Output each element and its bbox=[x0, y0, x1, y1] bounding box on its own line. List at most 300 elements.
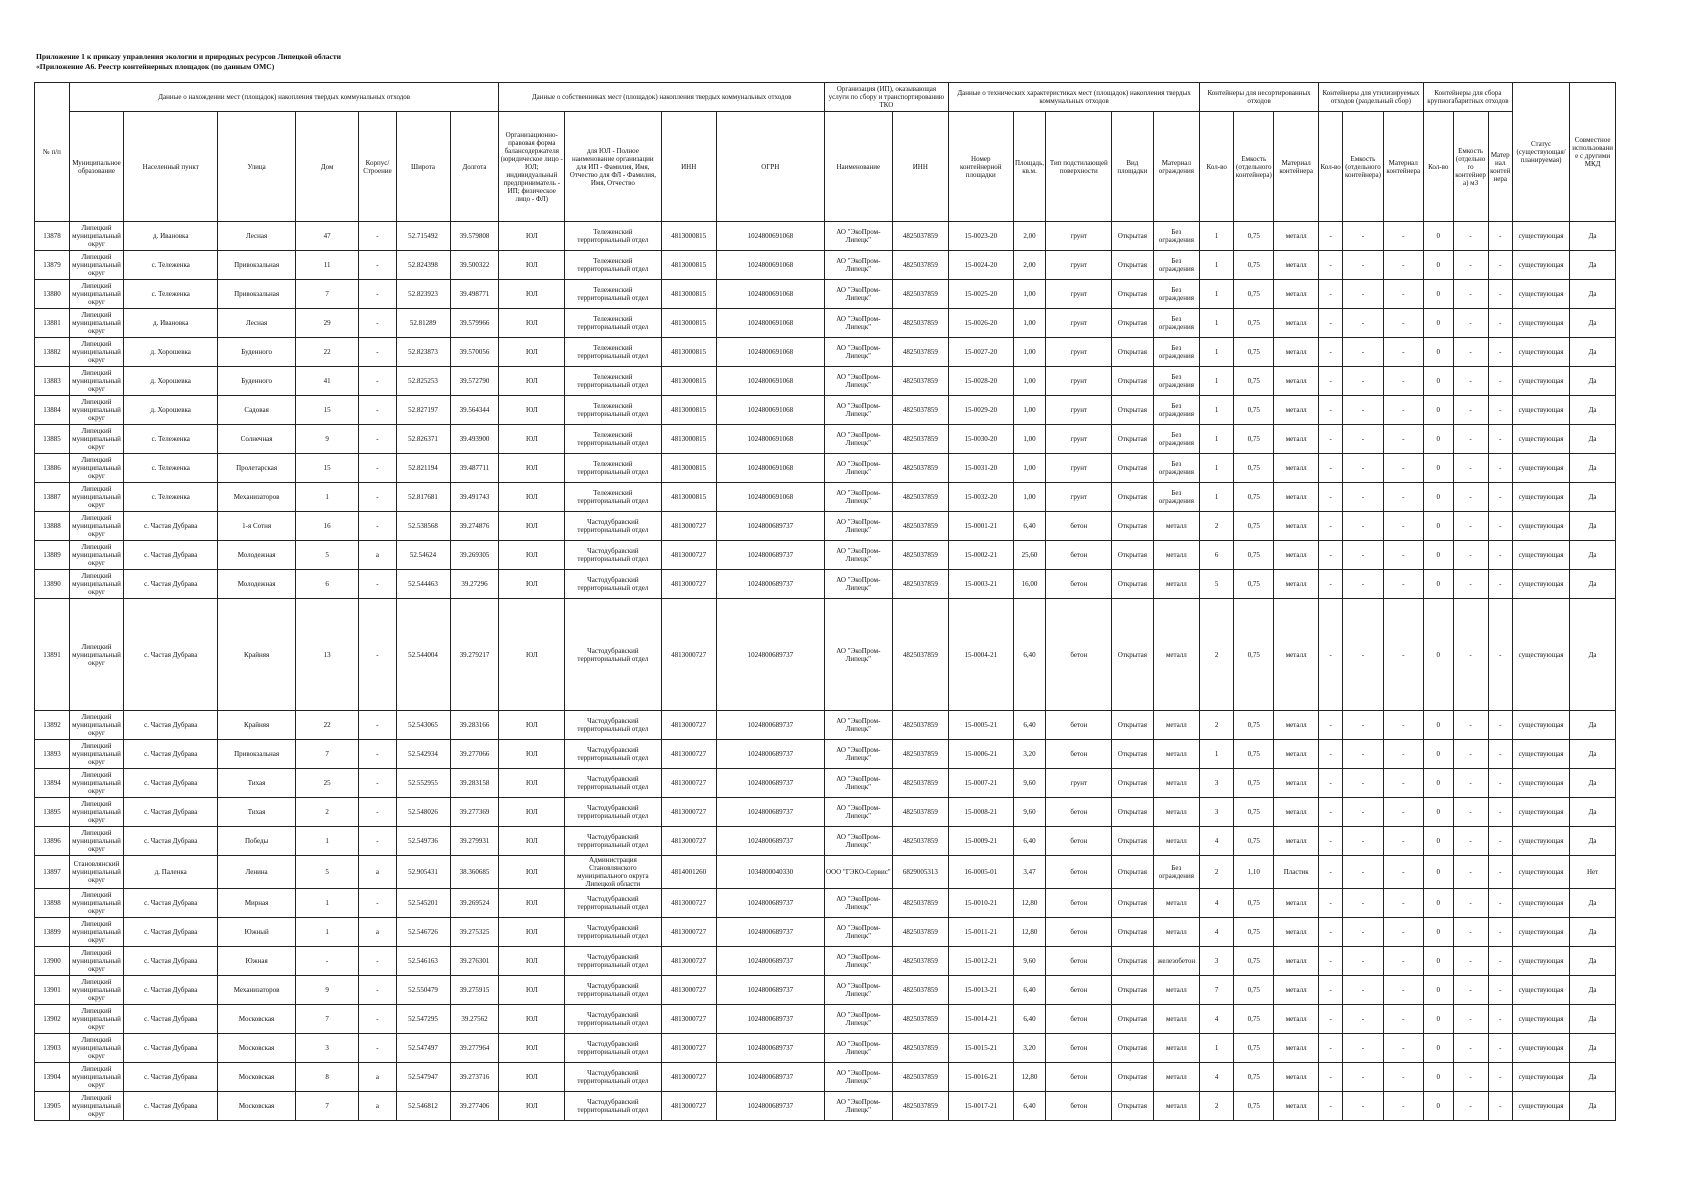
table-cell: 3 bbox=[1200, 769, 1234, 798]
table-cell: 1 bbox=[1200, 396, 1234, 425]
table-cell: Да bbox=[1570, 711, 1616, 740]
table-cell: 4825037859 bbox=[892, 338, 948, 367]
table-cell: металл bbox=[1153, 599, 1200, 711]
table-cell: 4825037859 bbox=[892, 396, 948, 425]
table-cell: ЮЛ bbox=[499, 889, 565, 918]
table-cell: 0,75 bbox=[1234, 599, 1274, 711]
col-c1-vol: Емкость (отдельного контейнера) bbox=[1234, 112, 1274, 222]
table-cell: - bbox=[1343, 976, 1383, 1005]
table-cell: 4813000815 bbox=[661, 454, 716, 483]
table-cell: - bbox=[359, 251, 396, 280]
table-cell: Да bbox=[1570, 367, 1616, 396]
table-cell: 13890 bbox=[35, 570, 70, 599]
table-cell: 39.491743 bbox=[450, 483, 499, 512]
table-cell: ЮЛ bbox=[499, 512, 565, 541]
table-cell: 52.538568 bbox=[396, 512, 450, 541]
table-cell: ЮЛ bbox=[499, 1092, 565, 1121]
table-cell: 2,00 bbox=[1013, 222, 1046, 251]
table-cell: 13905 bbox=[35, 1092, 70, 1121]
table-cell: Тихая bbox=[218, 798, 295, 827]
table-cell: - bbox=[1383, 338, 1423, 367]
table-cell: 1 bbox=[1200, 222, 1234, 251]
table-cell: 4825037859 bbox=[892, 1092, 948, 1121]
table-cell: 13 bbox=[295, 599, 359, 711]
table-cell: ЮЛ bbox=[499, 309, 565, 338]
table-cell: - bbox=[1453, 338, 1488, 367]
table-cell: бетон bbox=[1046, 512, 1112, 541]
table-cell: 1024800689737 bbox=[716, 798, 824, 827]
container-sites-registry-table bbox=[34, 82, 1616, 1121]
table-cell: - bbox=[1318, 454, 1342, 483]
table-row bbox=[35, 827, 1616, 856]
table-cell: 1 bbox=[295, 827, 359, 856]
table-cell: Липецкий муниципальный округ bbox=[69, 1063, 123, 1092]
col-ogrn: ОГРН bbox=[716, 112, 824, 222]
table-cell: 0,75 bbox=[1234, 711, 1274, 740]
table-cell: с. Частая Дубрава bbox=[124, 1005, 218, 1034]
table-cell: 0 bbox=[1423, 889, 1453, 918]
table-cell: 4825037859 bbox=[892, 918, 948, 947]
col-settlement: Населенный пункт bbox=[124, 112, 218, 222]
table-cell: - bbox=[1383, 976, 1423, 1005]
table-cell: 0,75 bbox=[1234, 740, 1274, 769]
table-cell: 4813000815 bbox=[661, 222, 716, 251]
table-cell: 52.547947 bbox=[396, 1063, 450, 1092]
table-cell: 1024800689737 bbox=[716, 918, 824, 947]
table-cell: 4813000727 bbox=[661, 1034, 716, 1063]
table-cell: - bbox=[1383, 483, 1423, 512]
table-cell: 1 bbox=[295, 889, 359, 918]
table-cell: - bbox=[1453, 309, 1488, 338]
col-c3-qty: Кол-во bbox=[1423, 112, 1453, 222]
table-cell: существующая bbox=[1512, 976, 1569, 1005]
table-cell: АО "ЭкоПром-Липецк" bbox=[824, 251, 892, 280]
table-cell: Да bbox=[1570, 396, 1616, 425]
table-cell: Да bbox=[1570, 740, 1616, 769]
table-cell: Открытая bbox=[1112, 512, 1153, 541]
table-row bbox=[35, 425, 1616, 454]
table-cell: 0,75 bbox=[1234, 1092, 1274, 1121]
table-cell: Садовая bbox=[218, 396, 295, 425]
table-cell: с. Тележенка bbox=[124, 280, 218, 309]
table-cell: Да bbox=[1570, 599, 1616, 711]
table-cell: 7 bbox=[295, 740, 359, 769]
table-cell: 25 bbox=[295, 769, 359, 798]
table-cell: - bbox=[359, 798, 396, 827]
table-cell: 4813000815 bbox=[661, 280, 716, 309]
table-cell: Открытая bbox=[1112, 740, 1153, 769]
table-cell: Пластик bbox=[1274, 856, 1319, 889]
table-cell: 52.547295 bbox=[396, 1005, 450, 1034]
table-cell: ЮЛ bbox=[499, 918, 565, 947]
table-cell: 15-0002-21 bbox=[948, 541, 1013, 570]
table-cell: бетон bbox=[1046, 1034, 1112, 1063]
table-cell: Липецкий муниципальный округ bbox=[69, 570, 123, 599]
table-cell: Липецкий муниципальный округ bbox=[69, 483, 123, 512]
table-cell: 6,40 bbox=[1013, 1092, 1046, 1121]
table-cell: 0,75 bbox=[1234, 798, 1274, 827]
table-cell: 39.572790 bbox=[450, 367, 499, 396]
table-cell: 1024800689737 bbox=[716, 769, 824, 798]
table-cell: существующая bbox=[1512, 570, 1569, 599]
table-cell: 1024800689737 bbox=[716, 976, 824, 1005]
table-cell: 1024800689737 bbox=[716, 570, 824, 599]
table-cell: 0 bbox=[1423, 454, 1453, 483]
table-cell: Липецкий муниципальный округ bbox=[69, 396, 123, 425]
table-cell: 6,40 bbox=[1013, 976, 1046, 1005]
table-cell: 1-я Сотня bbox=[218, 512, 295, 541]
col-c2-vol: Емкость (отдельного контейнера) bbox=[1343, 112, 1383, 222]
table-cell: - bbox=[1453, 918, 1488, 947]
table-cell: Открытая bbox=[1112, 222, 1153, 251]
table-cell: 1024800689737 bbox=[716, 512, 824, 541]
table-cell: 1024800691068 bbox=[716, 483, 824, 512]
table-cell: Липецкий муниципальный округ bbox=[69, 599, 123, 711]
table-cell: 5 bbox=[295, 856, 359, 889]
table-cell: 9,60 bbox=[1013, 769, 1046, 798]
table-cell: 4813000727 bbox=[661, 1063, 716, 1092]
table-cell: существующая bbox=[1512, 827, 1569, 856]
table-cell: Да bbox=[1570, 251, 1616, 280]
table-cell: - bbox=[1318, 541, 1342, 570]
table-cell: Московская bbox=[218, 1005, 295, 1034]
table-cell: металл bbox=[1153, 976, 1200, 1005]
table-cell: 1,00 bbox=[1013, 483, 1046, 512]
table-cell: 0,75 bbox=[1234, 1005, 1274, 1034]
table-cell: ЮЛ bbox=[499, 280, 565, 309]
table-cell: 39.269524 bbox=[450, 889, 499, 918]
table-cell: с. Частая Дубрава bbox=[124, 1034, 218, 1063]
table-cell: 12,80 bbox=[1013, 1063, 1046, 1092]
table-cell: - bbox=[1343, 483, 1383, 512]
table-cell: 1 bbox=[1200, 338, 1234, 367]
table-cell: 9,60 bbox=[1013, 798, 1046, 827]
table-cell: Московская bbox=[218, 1092, 295, 1121]
table-cell: 15-0024-20 bbox=[948, 251, 1013, 280]
col-c3-vol: Емкость (отдельного контейнера) м3 bbox=[1453, 112, 1488, 222]
table-cell: Липецкий муниципальный округ bbox=[69, 827, 123, 856]
table-cell: 4825037859 bbox=[892, 599, 948, 711]
table-cell: 39.493900 bbox=[450, 425, 499, 454]
table-cell: Администрация Становлянского муниципального округа Липецкой области bbox=[565, 856, 661, 889]
table-cell: ЮЛ bbox=[499, 454, 565, 483]
table-cell: - bbox=[359, 483, 396, 512]
table-cell: 4825037859 bbox=[892, 541, 948, 570]
table-cell: Открытая bbox=[1112, 367, 1153, 396]
table-cell: ЮЛ bbox=[499, 947, 565, 976]
table-cell: д. Ивановка bbox=[124, 222, 218, 251]
table-cell: ЮЛ bbox=[499, 798, 565, 827]
table-cell: 39.283166 bbox=[450, 711, 499, 740]
table-cell: 0 bbox=[1423, 251, 1453, 280]
table-cell: грунт bbox=[1046, 222, 1112, 251]
col-operator-name: Наименование bbox=[824, 112, 892, 222]
table-cell: - bbox=[1488, 367, 1512, 396]
table-cell: - bbox=[359, 425, 396, 454]
table-cell: - bbox=[1343, 425, 1383, 454]
table-cell: - bbox=[359, 338, 396, 367]
table-cell: 4 bbox=[1200, 918, 1234, 947]
table-cell: АО "ЭкоПром-Липецк" bbox=[824, 740, 892, 769]
registry-rows bbox=[35, 222, 1616, 1121]
table-cell: Да bbox=[1570, 541, 1616, 570]
table-row bbox=[35, 338, 1616, 367]
table-cell: 0,75 bbox=[1234, 454, 1274, 483]
table-cell: Да bbox=[1570, 947, 1616, 976]
table-cell: Открытая bbox=[1112, 947, 1153, 976]
table-cell: Открытая bbox=[1112, 889, 1153, 918]
table-cell: - bbox=[1318, 280, 1342, 309]
table-cell: 15-0005-21 bbox=[948, 711, 1013, 740]
table-cell: металл bbox=[1153, 918, 1200, 947]
table-cell: существующая bbox=[1512, 309, 1569, 338]
table-cell: 1 bbox=[1200, 483, 1234, 512]
table-cell: АО "ЭкоПром-Липецк" bbox=[824, 711, 892, 740]
table-cell: 52.905431 bbox=[396, 856, 450, 889]
table-cell: Без ограждения bbox=[1153, 396, 1200, 425]
table-cell: - bbox=[1383, 280, 1423, 309]
table-cell: - bbox=[1453, 367, 1488, 396]
table-cell: д. Хорошевка bbox=[124, 396, 218, 425]
table-cell: Открытая bbox=[1112, 396, 1153, 425]
table-cell: 0 bbox=[1423, 483, 1453, 512]
table-cell: - bbox=[1343, 570, 1383, 599]
table-cell: 52.823873 bbox=[396, 338, 450, 367]
table-cell: Да bbox=[1570, 976, 1616, 1005]
table-cell: Механизаторов bbox=[218, 483, 295, 512]
table-cell: Без ограждения bbox=[1153, 338, 1200, 367]
col-owner-name: для ЮЛ - Полное наименование организации для ИП - Фамилия, Имя, Отчество для ФЛ - Фамилия, Имя, Отчество bbox=[565, 112, 661, 222]
table-cell: 38.360685 bbox=[450, 856, 499, 889]
table-cell: бетон bbox=[1046, 918, 1112, 947]
table-cell: - bbox=[1343, 1092, 1383, 1121]
table-cell: 13886 bbox=[35, 454, 70, 483]
table-cell: - bbox=[1383, 599, 1423, 711]
table-cell: 16,00 bbox=[1013, 570, 1046, 599]
table-cell: существующая bbox=[1512, 338, 1569, 367]
table-cell: существующая bbox=[1512, 711, 1569, 740]
table-cell: - bbox=[1318, 570, 1342, 599]
table-cell: - bbox=[1383, 947, 1423, 976]
table-cell: АО "ЭкоПром-Липецк" bbox=[824, 918, 892, 947]
table-cell: 2,00 bbox=[1013, 251, 1046, 280]
table-cell: бетон bbox=[1046, 599, 1112, 711]
table-cell: 0,75 bbox=[1234, 947, 1274, 976]
table-cell: 1,00 bbox=[1013, 280, 1046, 309]
table-cell: Тележенский территориальный отдел bbox=[565, 483, 661, 512]
table-cell: - bbox=[359, 711, 396, 740]
table-cell: Пролетарская bbox=[218, 454, 295, 483]
table-cell: Открытая bbox=[1112, 309, 1153, 338]
table-cell: 1024800691068 bbox=[716, 396, 824, 425]
table-cell: 0 bbox=[1423, 947, 1453, 976]
table-cell: 1 bbox=[295, 483, 359, 512]
table-cell: - bbox=[359, 827, 396, 856]
table-cell: - bbox=[359, 570, 396, 599]
table-row bbox=[35, 280, 1616, 309]
table-cell: металл bbox=[1274, 711, 1319, 740]
table-cell: Открытая bbox=[1112, 856, 1153, 889]
table-cell: 0 bbox=[1423, 541, 1453, 570]
table-cell: существующая bbox=[1512, 396, 1569, 425]
table-cell: - bbox=[1383, 541, 1423, 570]
table-cell: 4813000815 bbox=[661, 338, 716, 367]
table-cell: - bbox=[1318, 1063, 1342, 1092]
col-operator-inn: ИНН bbox=[892, 112, 948, 222]
table-cell: АО "ЭкоПром-Липецк" bbox=[824, 425, 892, 454]
table-row bbox=[35, 769, 1616, 798]
table-cell: металл bbox=[1153, 570, 1200, 599]
table-cell: 0 bbox=[1423, 309, 1453, 338]
table-cell: 15-0007-21 bbox=[948, 769, 1013, 798]
table-cell: с. Частая Дубрава bbox=[124, 541, 218, 570]
table-cell: металл bbox=[1153, 740, 1200, 769]
table-cell: 4813000727 bbox=[661, 541, 716, 570]
table-cell: бетон bbox=[1046, 711, 1112, 740]
table-cell: 4 bbox=[1200, 889, 1234, 918]
title-line-1: Приложение 1 к приказу управления экологии и природных ресурсов Липецкой области bbox=[36, 52, 342, 61]
table-cell: АО "ЭкоПром-Липецк" bbox=[824, 947, 892, 976]
table-cell: 4813000815 bbox=[661, 396, 716, 425]
table-cell: - bbox=[1318, 599, 1342, 711]
table-cell: Да bbox=[1570, 798, 1616, 827]
table-cell: 6,40 bbox=[1013, 512, 1046, 541]
table-cell: металл bbox=[1153, 1005, 1200, 1034]
table-cell: 9 bbox=[295, 976, 359, 1005]
table-cell: 52.546726 bbox=[396, 918, 450, 947]
table-cell: ЮЛ bbox=[499, 769, 565, 798]
table-cell: - bbox=[359, 889, 396, 918]
table-cell: 0,75 bbox=[1234, 425, 1274, 454]
table-cell: Частодубравский территориальный отдел bbox=[565, 1034, 661, 1063]
table-cell: Да bbox=[1570, 918, 1616, 947]
table-cell: 15-0009-21 bbox=[948, 827, 1013, 856]
group-operator: Организация (ИП), оказывающая услуги по сбору и транспортированию ТКО bbox=[824, 83, 948, 112]
col-fence: Материал ограждения bbox=[1153, 112, 1200, 222]
table-row bbox=[35, 541, 1616, 570]
table-cell: - bbox=[1488, 425, 1512, 454]
table-cell: Открытая bbox=[1112, 425, 1153, 454]
table-row bbox=[35, 396, 1616, 425]
table-cell: АО "ЭкоПром-Липецк" bbox=[824, 798, 892, 827]
table-cell: 0,75 bbox=[1234, 512, 1274, 541]
table-cell: Открытая bbox=[1112, 711, 1153, 740]
table-cell: Тележенский территориальный отдел bbox=[565, 425, 661, 454]
table-cell: 1024800691068 bbox=[716, 454, 824, 483]
table-cell: - bbox=[1318, 222, 1342, 251]
table-cell: 15-0011-21 bbox=[948, 918, 1013, 947]
table-cell: - bbox=[1343, 711, 1383, 740]
table-cell: грунт bbox=[1046, 425, 1112, 454]
table-cell: существующая bbox=[1512, 740, 1569, 769]
table-cell: Тележенский территориальный отдел bbox=[565, 454, 661, 483]
table-cell: Лесная bbox=[218, 309, 295, 338]
table-row bbox=[35, 856, 1616, 889]
table-cell: ЮЛ bbox=[499, 1005, 565, 1034]
table-cell: 39.27296 bbox=[450, 570, 499, 599]
table-cell: 13896 bbox=[35, 827, 70, 856]
table-cell: 52.552955 bbox=[396, 769, 450, 798]
table-cell: металл bbox=[1153, 769, 1200, 798]
table-cell: 12,80 bbox=[1013, 918, 1046, 947]
table-cell: Тележенский территориальный отдел bbox=[565, 338, 661, 367]
table-cell: 11 bbox=[295, 251, 359, 280]
table-cell: 39.579808 bbox=[450, 222, 499, 251]
table-cell: Липецкий муниципальный округ bbox=[69, 251, 123, 280]
table-cell: АО "ЭкоПром-Липецк" bbox=[824, 483, 892, 512]
table-cell: 52.826371 bbox=[396, 425, 450, 454]
table-cell: 15-0028-20 bbox=[948, 367, 1013, 396]
table-cell: - bbox=[1318, 798, 1342, 827]
table-cell: Липецкий муниципальный округ bbox=[69, 309, 123, 338]
table-cell: с. Частая Дубрава bbox=[124, 740, 218, 769]
table-cell: с. Тележенка bbox=[124, 454, 218, 483]
table-cell: Открытая bbox=[1112, 1034, 1153, 1063]
table-cell: Без ограждения bbox=[1153, 222, 1200, 251]
table-cell: Привокзальная bbox=[218, 740, 295, 769]
table-cell: Молодежная bbox=[218, 541, 295, 570]
table-cell: - bbox=[1343, 338, 1383, 367]
table-cell: - bbox=[1453, 251, 1488, 280]
table-cell: с. Частая Дубрава bbox=[124, 711, 218, 740]
col-c1-qty: Кол-во bbox=[1200, 112, 1234, 222]
table-cell: - bbox=[359, 599, 396, 711]
table-cell: АО "ЭкоПром-Липецк" bbox=[824, 599, 892, 711]
table-row bbox=[35, 947, 1616, 976]
table-cell: 0,75 bbox=[1234, 222, 1274, 251]
table-cell: 1024800691068 bbox=[716, 309, 824, 338]
table-cell: Открытая bbox=[1112, 1063, 1153, 1092]
table-cell: Крайняя bbox=[218, 711, 295, 740]
table-cell: - bbox=[1453, 280, 1488, 309]
table-cell: 0 bbox=[1423, 570, 1453, 599]
table-cell: Привокзальная bbox=[218, 251, 295, 280]
table-cell: металл bbox=[1274, 1034, 1319, 1063]
table-cell: бетон bbox=[1046, 976, 1112, 1005]
table-cell: - bbox=[1488, 570, 1512, 599]
document-title bbox=[36, 52, 341, 72]
table-cell: ЮЛ bbox=[499, 367, 565, 396]
col-c2-mat: Материал контейнера bbox=[1383, 112, 1423, 222]
table-cell: Липецкий муниципальный округ bbox=[69, 454, 123, 483]
table-cell: 1024800691068 bbox=[716, 425, 824, 454]
table-cell: - bbox=[1318, 740, 1342, 769]
group-owner: Данные о собственниках мест (площадок) накопления твердых коммунальных отходов bbox=[499, 83, 824, 112]
table-cell: с. Частая Дубрава bbox=[124, 827, 218, 856]
table-cell: металл bbox=[1274, 976, 1319, 1005]
table-cell: - bbox=[359, 454, 396, 483]
table-cell: 4813000727 bbox=[661, 976, 716, 1005]
table-cell: 52.549736 bbox=[396, 827, 450, 856]
table-cell: 0 bbox=[1423, 1005, 1453, 1034]
table-cell: Южная bbox=[218, 947, 295, 976]
table-cell: 7 bbox=[295, 1092, 359, 1121]
table-row bbox=[35, 1005, 1616, 1034]
table-row bbox=[35, 570, 1616, 599]
table-cell: 4825037859 bbox=[892, 222, 948, 251]
table-cell: - bbox=[1343, 1005, 1383, 1034]
table-cell: - bbox=[295, 947, 359, 976]
table-cell: 25,60 bbox=[1013, 541, 1046, 570]
table-cell: с. Частая Дубрава bbox=[124, 947, 218, 976]
table-cell: ЮЛ bbox=[499, 711, 565, 740]
table-cell: 0 bbox=[1423, 512, 1453, 541]
table-cell: 1024800689737 bbox=[716, 1005, 824, 1034]
title-line-2: «Приложение А6. Реестр контейнерных площадок (по данным ОМС) bbox=[36, 62, 275, 71]
table-cell: - bbox=[1318, 918, 1342, 947]
col-c2-qty: Кол-во bbox=[1318, 112, 1342, 222]
table-cell: - bbox=[1488, 711, 1512, 740]
